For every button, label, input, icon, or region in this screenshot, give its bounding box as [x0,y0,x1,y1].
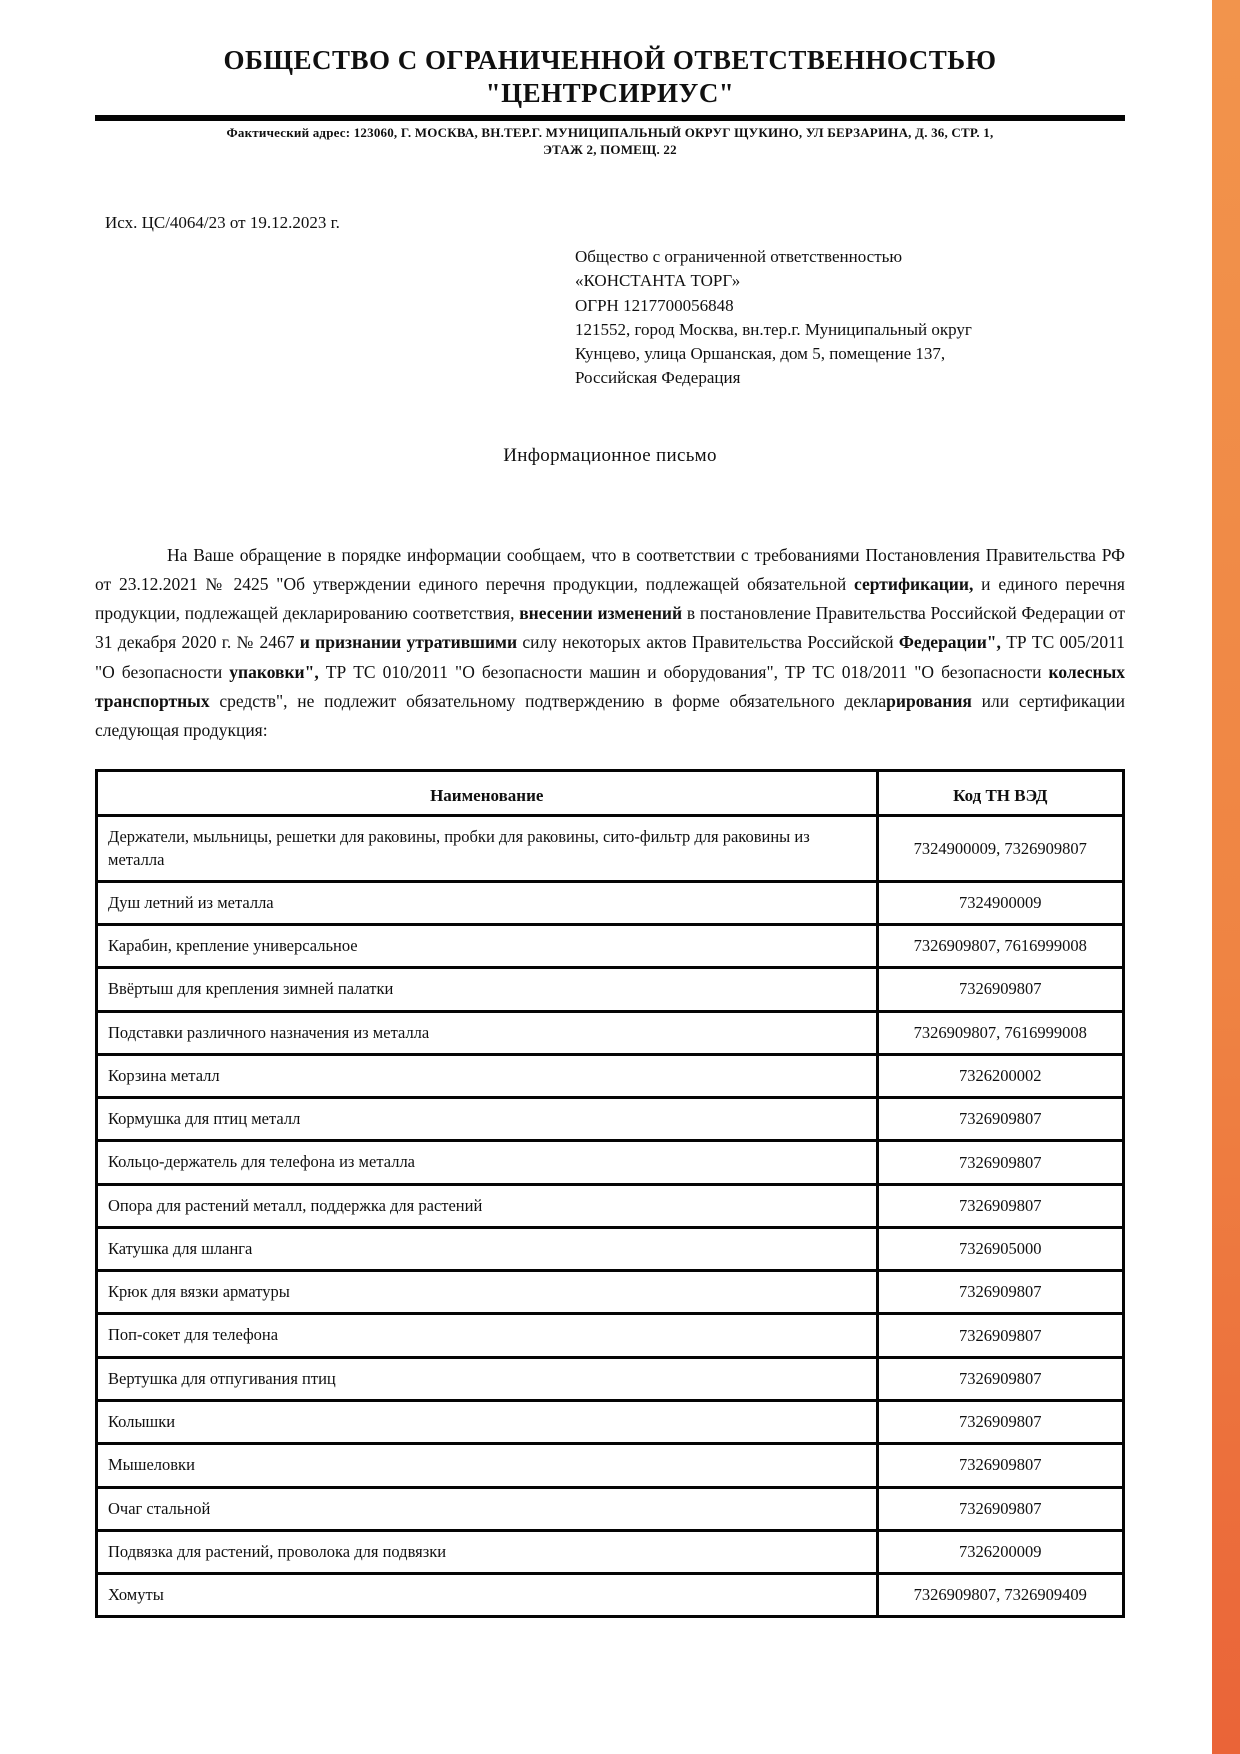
product-name-cell: Вертушка для отпугивания птиц [97,1357,878,1400]
tnved-code-cell: 7326200009 [877,1530,1123,1573]
org-address-line2: ЭТАЖ 2, ПОМЕЩ. 22 [543,142,677,158]
product-name-cell: Кольцо-держатель для телефона из металла [97,1141,878,1184]
body-segment: Федерации", [898,632,1001,653]
tnved-code-cell: 7326909807 [877,1184,1123,1227]
table-row [97,1271,1124,1314]
outgoing-reference: Исх. ЦС/4064/23 от 19.12.2023 г. [105,212,340,232]
org-name-line1: ОБЩЕСТВО С ОГРАНИЧЕННОЙ ОТВЕТСТВЕННОСТЬЮ [223,45,997,75]
letterhead [95,44,1125,159]
product-table-head [97,771,1124,816]
product-table [95,769,1125,1618]
tnved-code-cell: 7326909807 [877,1357,1123,1400]
product-table-body [97,816,1124,1617]
body-segment: колесных транспортных [95,661,1125,711]
table-row [97,1357,1124,1400]
body-segment: ТР ТС 010/2011 "О безопасности машин и оборудования", ТР ТС 018/2011 "О безопасности [318,661,1049,682]
body-segment: внесении изменений [519,603,683,624]
tnved-code-cell: 7326909807 [877,1141,1123,1184]
table-row [97,1054,1124,1097]
tnved-code-cell: 7326909807 [877,1444,1123,1487]
table-row [97,881,1124,924]
tnved-code-cell: 7326909807 [877,968,1123,1011]
tnved-code-cell: 7326200002 [877,1054,1123,1097]
accent-stripe [1212,0,1240,1754]
product-name-cell: Держатели, мыльницы, решетки для раковины, пробки для раковины, сито-фильтр для раковины из металла [97,816,878,882]
body-segment: силу некоторых актов Правительства Российской [517,632,899,653]
recipient-line: Российская Федерация [575,368,741,388]
body-segment: сертификации, [854,573,974,594]
tnved-code-cell: 7326909807 [877,1314,1123,1357]
recipient-line: 121552, город Москва, вн.тер.г. Муниципальный округ [575,319,972,339]
body-paragraph [95,541,1125,746]
body-segment: и единого перечня продукции, подлежащей декларированию соответствия, [95,573,1125,624]
table-row [97,1574,1124,1617]
recipient-line: Общество с ограниченной ответственностью [575,246,903,266]
org-name-line2: "ЦЕНТРСИРИУС" [485,77,735,108]
product-name-cell: Кормушка для птиц металл [97,1098,878,1141]
org-address [95,124,1125,159]
table-row [97,1444,1124,1487]
product-name-cell: Катушка для шланга [97,1227,878,1270]
body-segment: или сертификации следующая продукция: [95,690,1125,741]
table-row [97,1401,1124,1444]
letter-content [95,0,1125,1618]
body-segment: в постановление Правительства Российской Федерации от 31 декабря 2020 г. № 2467 [95,603,1125,653]
product-name-cell: Карабин, крепление универсальное [97,925,878,968]
product-name-cell: Душ летний из металла [97,881,878,924]
table-row [97,816,1124,882]
body-segment: упаковки", [229,661,319,682]
table-row [97,925,1124,968]
table-row [97,1011,1124,1054]
table-row [97,1141,1124,1184]
recipient-line: «КОНСТАНТА ТОРГ» [575,271,741,291]
product-name-cell: Колышки [97,1401,878,1444]
letter-title: Информационное письмо [503,444,717,466]
column-header-name: Наименование [97,771,878,816]
body-segment: ТР ТС 005/2011 "О безопасности [95,632,1126,682]
body-segment: средств", не подлежит обязательному подтверждению в форме обязательного декла [209,690,887,711]
tnved-code-cell: 7326909807, 7616999008 [877,925,1123,968]
recipient-block [575,245,1125,391]
recipient-line: ОГРН 1217700056848 [575,295,734,315]
product-name-cell: Поп-сокет для телефона [97,1314,878,1357]
product-name-cell: Очаг стальной [97,1487,878,1530]
body-segment: рирования [886,690,972,711]
table-row [97,968,1124,1011]
product-name-cell: Крюк для вязки арматуры [97,1271,878,1314]
tnved-code-cell: 7324900009 [877,881,1123,924]
product-name-cell: Мышеловки [97,1444,878,1487]
table-row [97,1184,1124,1227]
body-segment: На Ваше обращение в порядке информации сообщаем, что в соответствии с требованиями Постановления Правительства РФ от 23.12.2021 № 2425 "Об утверждении единого перечня продукции, подлежащей обязательной [95,544,1125,594]
tnved-code-cell: 7326909807, 7616999008 [877,1011,1123,1054]
letterhead-rule [95,115,1125,121]
product-name-cell: Хомуты [97,1574,878,1617]
table-row [97,1314,1124,1357]
table-row [97,1487,1124,1530]
body-segment: и признании утратившими [299,632,518,653]
tnved-code-cell: 7326905000 [877,1227,1123,1270]
tnved-code-cell: 7326909807 [877,1487,1123,1530]
tnved-code-cell: 7326909807 [877,1271,1123,1314]
tnved-code-cell: 7326909807 [877,1098,1123,1141]
product-name-cell: Опора для растений металл, поддержка для растений [97,1184,878,1227]
recipient-line: Кунцево, улица Оршанская, дом 5, помещение 137, [575,344,946,364]
product-name-cell: Подвязка для растений, проволока для подвязки [97,1530,878,1573]
product-name-cell: Подставки различного назначения из металла [97,1011,878,1054]
table-row [97,1227,1124,1270]
org-address-line1: Фактический адрес: 123060, Г. МОСКВА, ВН.ТЕР.Г. МУНИЦИПАЛЬНЫЙ ОКРУГ ЩУКИНО, УЛ БЕРЗАРИНА, Д. 36, СТР. 1, [226,124,994,140]
table-header-row [97,771,1124,816]
tnved-code-cell: 7324900009, 7326909807 [877,816,1123,882]
column-header-tnved: Код ТН ВЭД [877,771,1123,816]
table-row [97,1530,1124,1573]
product-name-cell: Ввёртыш для крепления зимней палатки [97,968,878,1011]
tnved-code-cell: 7326909807 [877,1401,1123,1444]
table-row [97,1098,1124,1141]
tnved-code-cell: 7326909807, 7326909409 [877,1574,1123,1617]
product-name-cell: Корзина металл [97,1054,878,1097]
